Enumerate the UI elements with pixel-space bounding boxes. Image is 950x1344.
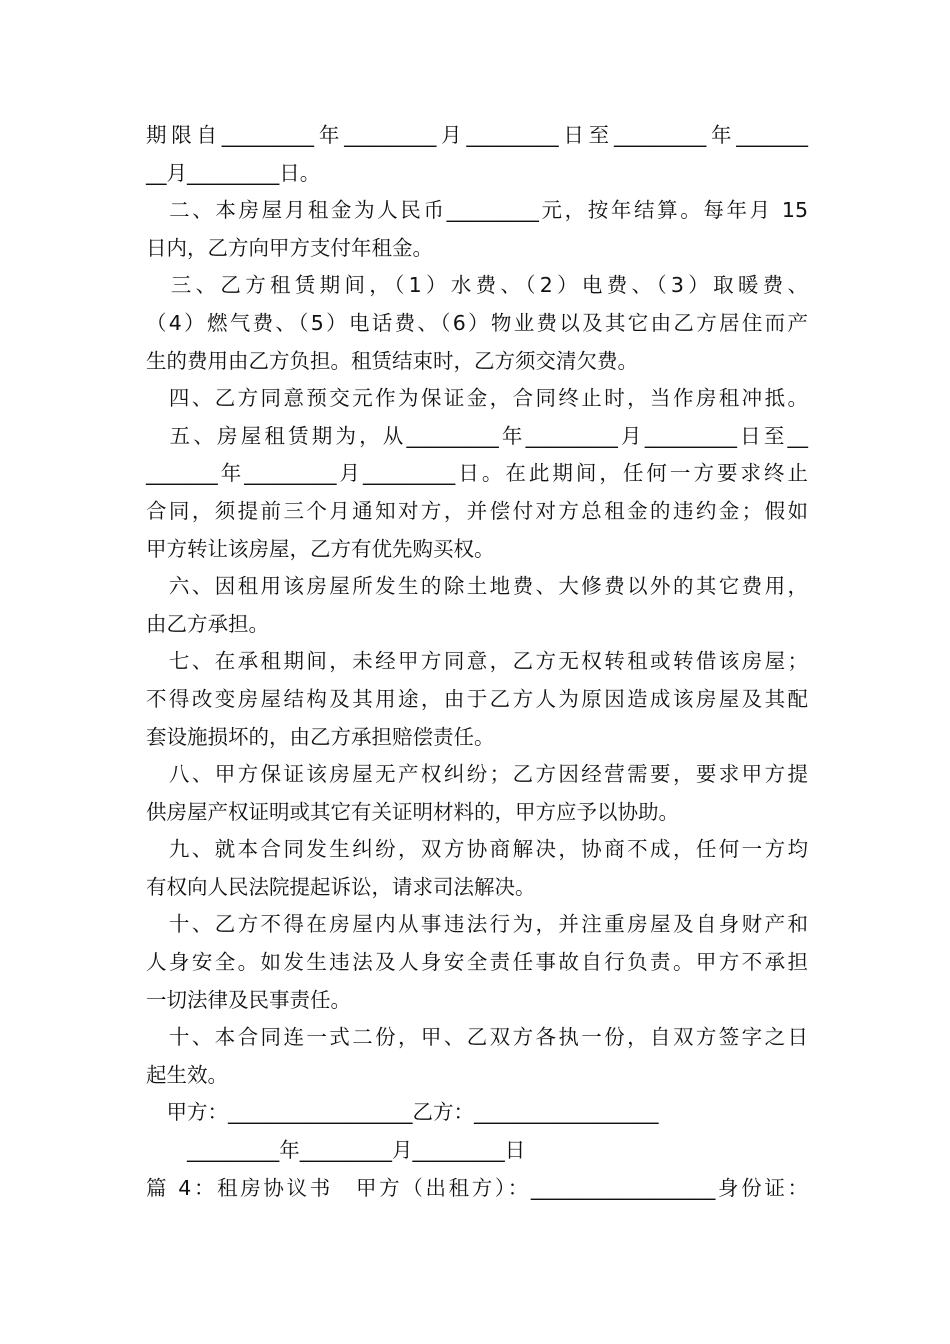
text-line-12: 甲方转让该房屋，乙方有优先购买权。: [146, 536, 495, 561]
text-line-18: 八、甲方保证该房屋无产权纠纷；乙方因经营需要，要求甲方提: [146, 762, 808, 787]
text-line-9: 五、房屋租赁期为，从_________年_________月_________日至__: [146, 423, 808, 448]
text-line-8: 四、乙方同意预交元作为保证金，合同终止时，当作房租冲抵。: [146, 386, 808, 411]
text-line-25: 十、本合同连一式二份，甲、乙双方各执一份，自双方签字之日: [146, 1025, 808, 1050]
text-line-24: 一切法律及民事责任。: [146, 987, 351, 1012]
text-line-23: 人身安全。如发生违法及人身安全责任事故自行负责。甲方不承担: [146, 950, 808, 975]
text-line-13: 六、因租用该房屋所发生的除土地费、大修费以外的其它费用，: [146, 574, 808, 599]
text-line-26: 起生效。: [146, 1062, 228, 1087]
signature-line: 甲方：__________________乙方：__________________: [146, 1100, 659, 1125]
text-line-17: 套设施损坏的，由乙方承担赔偿责任。: [146, 724, 495, 749]
text-line-6: （4）燃气费、（5）电话费、（6）物业费以及其它由乙方居住而产: [146, 310, 808, 335]
text-line-22: 十、乙方不得在房屋内从事违法行为，并注重房屋及自身财产和: [146, 912, 808, 937]
text-line-20: 九、就本合同发生纠纷，双方协商解决，协商不成，任何一方均: [146, 837, 808, 862]
text-line-2: __月_________日。: [146, 160, 321, 185]
text-line-1: 期限自_________年_________月_________日至_________年_______: [146, 123, 808, 147]
text-line-15: 七、在承租期间，未经甲方同意，乙方无权转租或转借该房屋；: [146, 649, 808, 674]
text-line-4: 日内，乙方向甲方支付年租金。: [146, 235, 433, 260]
text-line-19: 供房屋产权证明或其它有关证明材料的，甲方应予以协助。: [146, 799, 679, 824]
text-line-14: 由乙方承担。: [146, 611, 269, 636]
text-line-10: _______年_________月_________日。在此期间，任何一方要求终止: [146, 461, 808, 486]
date-line: _________年_________月_________日: [146, 1138, 526, 1163]
text-line-16: 不得改变房屋结构及其用途，由于乙方人为原因造成该房屋及其配: [146, 686, 808, 711]
text-line-21: 有权向人民法院提起诉讼，请求司法解决。: [146, 874, 536, 899]
next-section-heading: 篇 4：租房协议书 甲方（出租方）：__________________身份证：: [146, 1175, 808, 1200]
text-line-5: 三、乙方租赁期间，（1）水费、（2）电费、（3）取暖费、: [146, 273, 808, 298]
text-line-3: 二、本房屋月租金为人民币_________元，按年结算。每年月 15: [146, 198, 808, 223]
contract-body: [146, 117, 808, 1207]
text-line-11: 合同，须提前三个月通知对方，并偿付对方总租金的违约金；假如: [146, 498, 808, 523]
text-line-7: 生的费用由乙方负担。租赁结束时，乙方须交清欠费。: [146, 348, 638, 373]
